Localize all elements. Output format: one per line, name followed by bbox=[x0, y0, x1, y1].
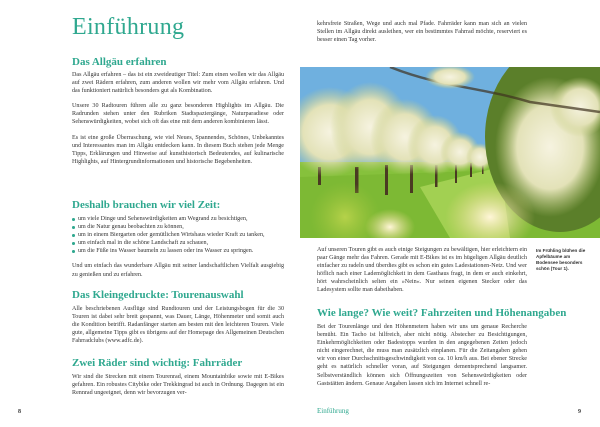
paragraph-after-photo bbox=[317, 246, 527, 295]
orchard-illustration bbox=[300, 67, 600, 238]
section-fahrraeder bbox=[72, 357, 284, 397]
section-heading: Das Kleingedruckte: Tourenauswahl bbox=[72, 289, 244, 301]
paragraph: kehrsfreie Straßen, Wege und auch mal Pfade. Fahrräder kann man sich an vielen Stellen im Allgäu direkt ausleihen, wer ein bestimmtes Fahrrad möchte, reserviert es besser einen Tag vorher. bbox=[317, 21, 527, 44]
section-heading: Zwei Räder sind wichtig: Fahrräder bbox=[72, 357, 243, 369]
paragraph: Es ist eine große Überraschung, wie viel Neues, Spannendes, Schönes, Unbekanntes und Interessantes man im Allgäu entdecken kann. In diesem Buch stehen jede Menge Tipps, Erklärungen und Hinweise auf kunsthistorisch Bedeutendes, auf kulinarische Highlights, auf Hintergrundinformationen und historische Begebenheiten. bbox=[72, 134, 284, 165]
paragraph: Das Allgäu erfahren – das ist ein zweideutiger Titel: Zum einen wollen wir das Allgäu auf zwei Rädern erfahren, zum anderen wollen wir mehr vom Allgäu erfahren. Und das funktioniert natürlich besonders gut als Kombination. bbox=[72, 72, 284, 95]
page-number-left: 8 bbox=[18, 409, 21, 415]
reasons-list bbox=[72, 215, 284, 255]
section-fahrzeiten bbox=[317, 307, 567, 388]
bullet-icon bbox=[72, 226, 75, 229]
paragraph: Und um einfach das wunderbare Allgäu mit seiner landschaftlichen Vielfalt ausgiebig zu genießen und zu erfahren. bbox=[72, 263, 284, 278]
section-allgaeu-erfahren bbox=[72, 56, 284, 166]
photo-caption: Im Frühling blühen die Apfelbäume am Bodensee besonders schön (Tour 1). bbox=[536, 248, 586, 271]
running-head: Einführung bbox=[317, 407, 349, 415]
list-item: um die Füße ins Wasser baumeln zu lassen oder ins Wasser zu springen. bbox=[72, 247, 284, 255]
page-number-right: 9 bbox=[578, 409, 581, 415]
paragraph: Wir sind die Strecken mit einem Tourenrad, einem Mountainbike sowie mit E-Bikes gefahren. Ein robustes Citybike oder Trekkingrad ist auch in Ordnung. Dagegen ist ein Rennrad ungeeignet, denn wir bevorzugen ver- bbox=[72, 374, 284, 397]
section-heading: Das Allgäu erfahren bbox=[72, 56, 167, 68]
bullet-icon bbox=[72, 250, 75, 253]
paragraph: Alle beschriebenen Ausflüge sind Rundtouren und der Leistungsbogen für die 30 Touren ist dabei sehr breit gespannt, was Dauer, Länge, Höhenmeter und somit auch die Kondition betrifft. Radanfänger starten am besten mit den leichteren Touren. Viele gute, allgemeine Tipps gibt es übrigens auf der Homepage des Allgemeinen Deutschen Fahrradclubs (www.adfc.de). bbox=[72, 306, 284, 345]
list-item: um viele Dinge und Sehenswürdigkeiten am Wegrand zu besichtigen, bbox=[72, 215, 284, 223]
list-item: um in einem Biergarten oder gemütlichen Wirtshaus wieder Kraft zu tanken, bbox=[72, 231, 284, 239]
list-item: um die Natur genau beobachten zu können, bbox=[72, 223, 284, 231]
paragraph: Unsere 30 Radtouren führen alle zu ganz besonderen Highlights im Allgäu. Die Radrunden stehen unter den Rubriken Stadtspaziergänge, Naturparadiese oder Sehenswürdigkeiten, wobei sich oft das eine mit dem anderen kombinieren lässt. bbox=[72, 103, 284, 126]
continued-paragraph bbox=[317, 20, 527, 44]
section-tourenauswahl bbox=[72, 289, 284, 345]
section-heading: Deshalb brauchen wir viel Zeit: bbox=[72, 199, 221, 211]
paragraph: Bei der Tourenlänge und den Höhenmetern haben wir uns um genaue Recherche bemüht. Ein Tacho ist hilfreich, aber nicht nötig. Abstecher zu Besichtigungen, Einkehrmöglichkeiten oder Badestopps wurden in den angegebenen Zeiten jedoch nicht eingerechnet, die muss man zusätzlich einplanen. Für die Zeitangaben gehen wir von einer Durchschnittsgeschwindigkeit von ca. 10 km/h aus. Bei ebener Strecke geht es natürlich schneller voran, auf Steigungen dementsprechend langsamer. Selbstverständlich können sich Öffnungszeiten von Sehenswürdigkeiten oder Gaststätten ändern. Genaue Angaben lassen sich im Internet schnell re- bbox=[317, 324, 527, 387]
orchard-photo bbox=[300, 67, 600, 238]
section-heading: Wie lange? Wie weit? Fahrzeiten und Höhenangaben bbox=[317, 307, 567, 319]
bullet-icon bbox=[72, 218, 75, 221]
bullet-icon bbox=[72, 242, 75, 245]
chapter-title: Einführung bbox=[72, 14, 185, 40]
section-viel-zeit bbox=[72, 199, 284, 279]
bullet-icon bbox=[72, 234, 75, 237]
paragraph: Auf unseren Touren gibt es auch einige Steigungen zu bewältigen, hier erleichtern ein paar Gänge mehr das Fahren. Gerade mit E-Bikes ist es im hügeligen Allgäu deutlich einfacher zu radeln und überdies gibt es schon ein gutes Ladestationen-Netz. Und wer höflich nach einer Lademöglichkeit in dem Gasthaus fragt, in dem er auch einkehrt, hört wahrscheinlich selten ein »Nein«. Nur seinen eigenen Stecker oder das Ladesystem sollte man dabeihaben. bbox=[317, 247, 527, 294]
list-item: um einfach mal in die schöne Landschaft zu schauen, bbox=[72, 239, 284, 247]
